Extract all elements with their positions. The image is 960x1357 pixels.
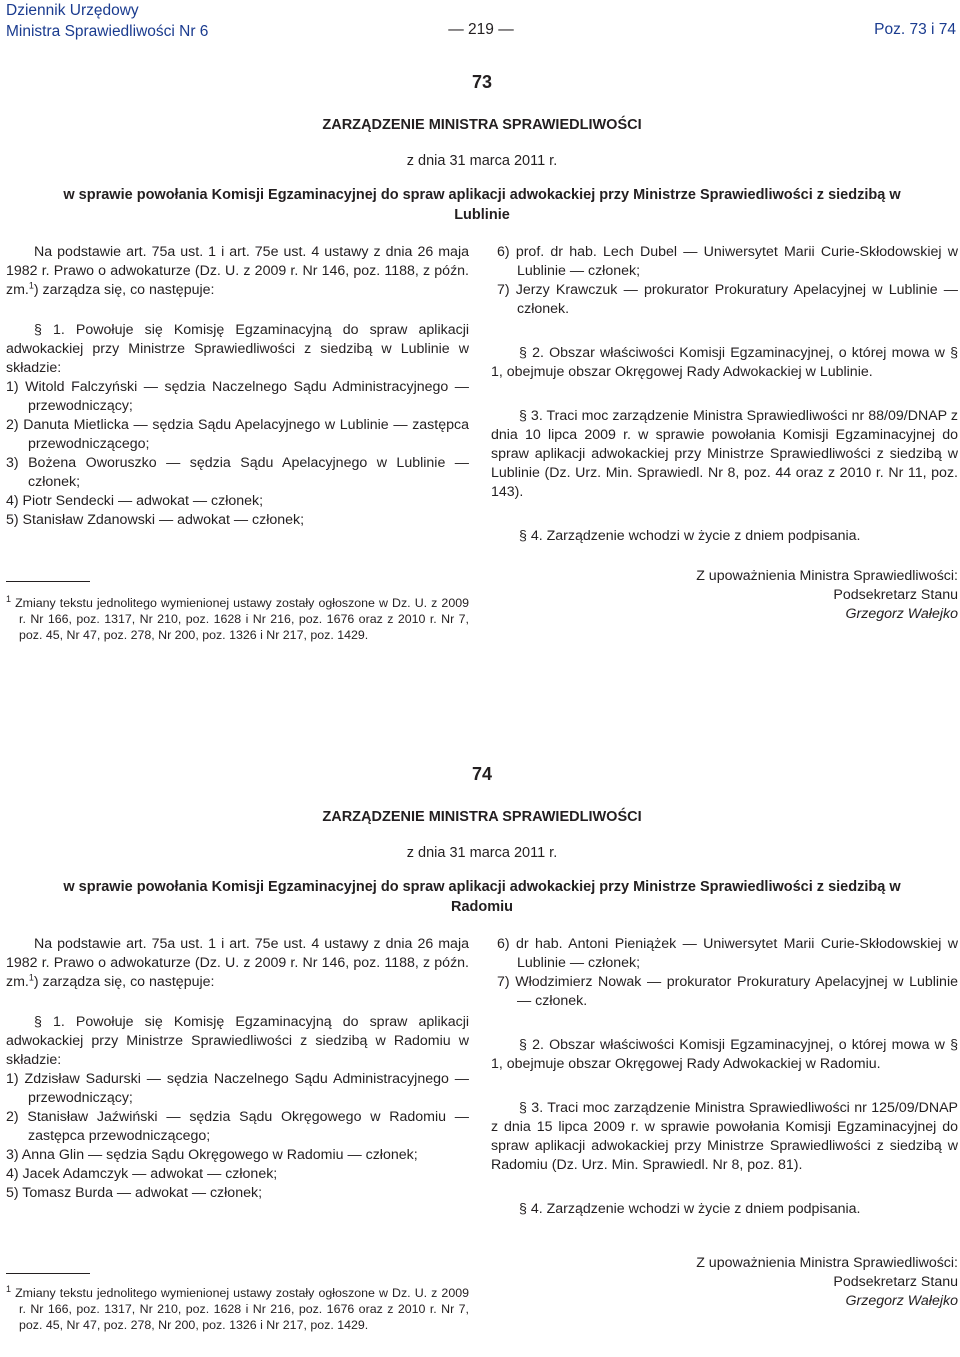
doc-73-right-column: [491, 243, 958, 624]
member-item: 1) Witold Falczyński — sędzia Naczelnego Sądu Administracyjnego — przewodniczący;: [6, 379, 469, 414]
journal-name: Dziennik Urzędowy: [6, 2, 139, 19]
journal-ministry: Ministra Sprawiedliwości Nr 6: [6, 23, 209, 40]
footnote-text: Zmiany tekstu jednolitego wymienionej ustawy zostały ogłoszone w Dz. U. z 2009 r. Nr 166, poz. 1317, Nr 210, poz. 1628 i Nr 216, poz. 1676 oraz z 2010 r. Nr 7, poz. 45, Nr 47, poz. 278, Nr 200, poz. 1326 i Nr 217, poz. 1429.: [15, 1286, 469, 1332]
member-item: 6) prof. dr hab. Lech Dubel — Uniwersytet Marii Curie-Skłodowskiej w Lublinie — członek;: [497, 244, 958, 279]
paragraph-3: § 3. Traci moc zarządzenie Ministra Sprawiedliwości nr 125/09/DNAP z dnia 15 lipca 2009 r. w sprawie powołania Komisji Egzaminacyjnej do spraw aplikacji adwokackiej przy Ministrze Sprawiedliwości z siedzibą w Radomiu (Dz. Urz. Min. Sprawiedl. Nr 8, poz. 81).: [491, 1100, 958, 1173]
member-item: 3) Bożena Oworuszko — sędzia Sądu Apelacyjnego w Lublinie — członek;: [6, 455, 469, 490]
signature-authority: Z upoważnienia Ministra Sprawiedliwości:: [696, 1255, 958, 1271]
signature-authority: Z upoważnienia Ministra Sprawiedliwości:: [696, 568, 958, 584]
signature-title: Podsekretarz Stanu: [833, 587, 958, 603]
footnote-rule: [6, 1273, 90, 1274]
member-item: 7) Jerzy Krawczuk — prokurator Prokuratury Apelacyjnej w Lublinie — członek.: [497, 282, 958, 317]
member-item: 5) Stanisław Zdanowski — adwokat — członek;: [6, 512, 305, 528]
footnote: [6, 595, 469, 643]
page-number: — 219 —: [448, 21, 514, 38]
preamble-end: ) zarządza się, co następuje:: [33, 974, 215, 990]
preamble: [6, 243, 469, 300]
footnote-ref: 1: [28, 972, 34, 983]
paragraph-4: § 4. Zarządzenie wchodzi w życie z dniem podpisania.: [519, 528, 861, 544]
member-item: 1) Zdzisław Sadurski — sędzia Naczelnego Sądu Administracyjnego — przewodniczący;: [6, 1071, 469, 1106]
member-item: 2) Danuta Mietlicka — sędzia Sądu Apelacyjnego w Lublinie — zastępca przewodniczącego;: [6, 417, 469, 452]
doc-number: 74: [471, 764, 493, 784]
doc-74-right-column: [491, 935, 958, 1311]
member-item: 4) Jacek Adamczyk — adwokat — członek;: [6, 1166, 278, 1182]
member-item: 7) Włodzimierz Nowak — prokurator Prokuratury Apelacyjnej w Lublinie — członek.: [497, 974, 958, 1009]
signature-title: Podsekretarz Stanu: [833, 1274, 958, 1290]
preamble: [6, 935, 469, 992]
footnote: [6, 1285, 469, 1333]
doc-date: z dnia 31 marca 2011 r.: [406, 153, 558, 169]
member-item: 4) Piotr Sendecki — adwokat — członek;: [6, 493, 264, 509]
member-item: 3) Anna Glin — sędzia Sądu Okręgowego w Radomiu — członek;: [6, 1147, 418, 1163]
paragraph-1: § 1. Powołuje się Komisję Egzaminacyjną do spraw aplikacji adwokackiej przy Ministrze Sprawiedliwości z siedzibą w Lublinie w składzie:: [6, 322, 469, 376]
doc-type: ZARZĄDZENIE MINISTRA SPRAWIEDLIWOŚCI: [322, 809, 642, 825]
signature-name: Grzegorz Wałejko: [845, 606, 958, 622]
doc-subject: w sprawie powołania Komisji Egzaminacyjnej do spraw aplikacji adwokackiej przy Ministrze Sprawiedliwości z siedzibą w Lublinie: [63, 187, 901, 223]
footnote-mark: 1: [6, 593, 12, 604]
page-header: [6, 0, 956, 44]
paragraph-2: § 2. Obszar właściwości Komisji Egzaminacyjnej, o której mowa w § 1, obejmuje obszar Okręgowej Rady Adwokackiej w Radomiu.: [491, 1037, 958, 1072]
preamble-end: ) zarządza się, co następuje:: [33, 282, 215, 298]
footnote-rule: [6, 581, 90, 582]
footnote-body: [6, 1285, 469, 1333]
doc-74-heading: [6, 762, 958, 917]
doc-73-heading: [6, 70, 958, 225]
footnote-ref: 1: [28, 280, 34, 291]
signature: [491, 1254, 958, 1311]
member-item: 2) Stanisław Jaźwiński — sędzia Sądu Okręgowego w Radomiu — zastępca przewodniczącego;: [6, 1109, 469, 1144]
member-item: 6) dr hab. Antoni Pieniążek — Uniwersytet Marii Curie-Skłodowskiej w Lublinie — członek;: [497, 936, 958, 971]
footnote-body: [6, 595, 469, 643]
position-range: Poz. 73 i 74: [874, 21, 956, 38]
paragraph-2: § 2. Obszar właściwości Komisji Egzaminacyjnej, o której mowa w § 1, obejmuje obszar Okręgowej Rady Adwokackiej w Lublinie.: [491, 345, 958, 380]
doc-subject: w sprawie powołania Komisji Egzaminacyjnej do spraw aplikacji adwokackiej przy Ministrze Sprawiedliwości z siedzibą w Radomiu: [63, 879, 901, 915]
doc-74-left-column: [6, 935, 469, 1203]
doc-type: ZARZĄDZENIE MINISTRA SPRAWIEDLIWOŚCI: [322, 117, 642, 133]
paragraph-4: § 4. Zarządzenie wchodzi w życie z dniem podpisania.: [519, 1201, 861, 1217]
doc-date: z dnia 31 marca 2011 r.: [406, 845, 558, 861]
paragraph-3: § 3. Traci moc zarządzenie Ministra Sprawiedliwości nr 88/09/DNAP z dnia 10 lipca 2009 r. w sprawie powołania Komisji Egzaminacyjnej do spraw aplikacji adwokackiej przy Ministrze Sprawiedliwości z siedzibą w Lublinie (Dz. Urz. Min. Sprawiedl. Nr 8, poz. 44 oraz z 2010 r. Nr 11, poz. 143).: [491, 408, 958, 500]
footnote-mark: 1: [6, 1283, 12, 1294]
signature-name: Grzegorz Wałejko: [845, 1293, 958, 1309]
signature: [491, 567, 958, 624]
doc-73-left-column: [6, 243, 469, 530]
footnote-text: Zmiany tekstu jednolitego wymienionej ustawy zostały ogłoszone w Dz. U. z 2009 r. Nr 166, poz. 1317, Nr 210, poz. 1628 i Nr 216, poz. 1676 oraz z 2010 r. Nr 7, poz. 45, Nr 47, poz. 278, Nr 200, poz. 1326 i Nr 217, poz. 1429.: [15, 596, 469, 642]
paragraph-1: § 1. Powołuje się Komisję Egzaminacyjną do spraw aplikacji adwokackiej przy Ministrze Sprawiedliwości z siedzibą w Radomiu w składzie:: [6, 1014, 469, 1068]
preamble-text: Na podstawie art. 75a ust. 1 i art. 75e ust. 4 ustawy z dnia 26 maja 1982 r. Prawo o adwokaturze (Dz. U. z 2009 r. Nr 146, poz. 1188, z późn. zm.: [6, 244, 469, 298]
member-item: 5) Tomasz Burda — adwokat — członek;: [6, 1185, 263, 1201]
doc-number: 73: [471, 72, 493, 92]
preamble-text: Na podstawie art. 75a ust. 1 i art. 75e ust. 4 ustawy z dnia 26 maja 1982 r. Prawo o adwokaturze (Dz. U. z 2009 r. Nr 146, poz. 1188, z późn. zm.: [6, 936, 469, 990]
